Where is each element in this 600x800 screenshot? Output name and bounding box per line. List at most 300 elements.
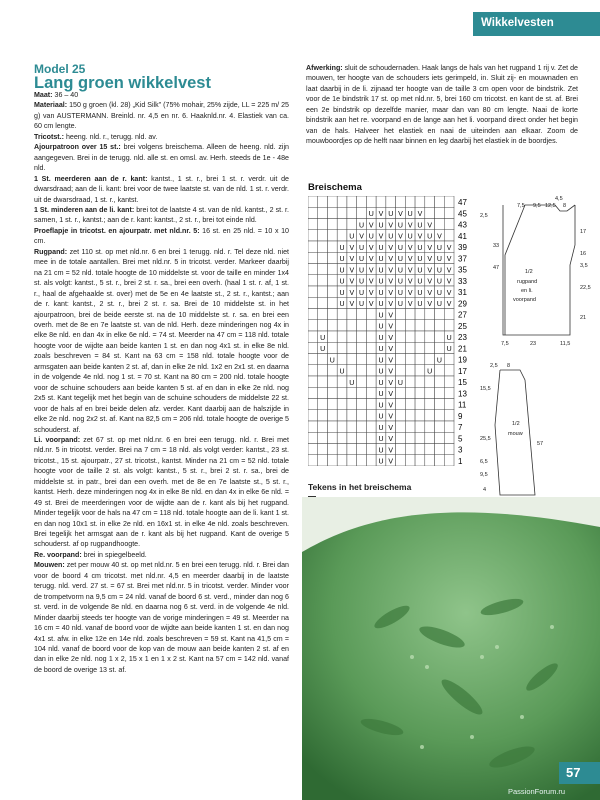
chart-cell bbox=[308, 320, 318, 331]
chart-cell bbox=[327, 309, 337, 320]
chart-cell bbox=[366, 399, 376, 410]
bottom-label-0: 7,5 bbox=[501, 341, 509, 347]
chart-row-label: 11 bbox=[458, 400, 467, 410]
right-label-0: 17 bbox=[580, 229, 587, 235]
chart-cell bbox=[308, 432, 318, 443]
chart-cell bbox=[318, 309, 328, 320]
k2tog-symbol: V bbox=[417, 211, 423, 219]
chart-cell bbox=[337, 230, 347, 241]
sleeve-top-1: 8 bbox=[507, 363, 511, 369]
chart-cell bbox=[337, 331, 347, 342]
chart-cell bbox=[366, 376, 376, 387]
k2tog-symbol: V bbox=[437, 233, 442, 241]
chart-cell bbox=[337, 376, 347, 387]
k2tog-symbol: V bbox=[368, 278, 374, 286]
yarn-over-symbol: U bbox=[378, 402, 384, 410]
yarn-over-symbol: U bbox=[446, 334, 452, 342]
chart-cell bbox=[366, 342, 376, 353]
k2tog-symbol: V bbox=[388, 346, 394, 354]
chart-cell bbox=[366, 196, 376, 207]
chart-cell bbox=[337, 219, 347, 230]
chart-cell bbox=[347, 320, 357, 331]
chart-cell bbox=[347, 365, 357, 376]
chart-row-label: 45 bbox=[458, 209, 467, 219]
paragraph-text: sluit de schoudernaden. Haak langs de hals van het rugpand 1 rij v. Zet de mouwen, ter hoogte van de schouders iets gerimpeld, in. Sluit zij- en mouwnaden en laat daarbij in de li. zijnaad ter hoogte van de taille 3 cm open voor de bindstrik. Zet voor de 1e bindstrik 17 st. op met nld.nr. 5, brei 160 cm tricotst. en kant de st. af. Brei een 2e bindstrik op dezelfde manier, maar dan van 80 cm lengte. Naai de korte bindstrik aan het re. voorpand en de lange aan het li. voorpand direct onder het begin van de hals. Halveer het elastiek en naai de uiteinden aan elkaar. Zoom de mouwboordjes op de helft naar binnen en leg daarbij het elastiek in de boordjes. bbox=[306, 64, 578, 146]
yarn-over-symbol: U bbox=[407, 211, 413, 219]
chart-cell bbox=[357, 320, 367, 331]
chart-cell bbox=[425, 207, 435, 218]
yarn-over-symbol: U bbox=[339, 301, 345, 309]
sleeve-left-3: 9,5 bbox=[480, 472, 488, 478]
sleeve-left-1: 25,5 bbox=[480, 436, 491, 442]
yarn-over-symbol: U bbox=[349, 379, 355, 387]
chart-cell bbox=[347, 432, 357, 443]
chart-cell bbox=[337, 320, 347, 331]
top-label-3: 8 bbox=[563, 203, 567, 209]
paragraph-label: Mouwen: bbox=[34, 561, 65, 570]
chart-row-label: 1 bbox=[458, 456, 463, 466]
body-label-1: rugpand bbox=[517, 279, 538, 285]
chart-cell bbox=[435, 387, 445, 398]
chart-cell bbox=[347, 207, 357, 218]
yarn-over-symbol: U bbox=[436, 244, 442, 252]
k2tog-symbol: V bbox=[427, 222, 433, 230]
chart-cell bbox=[444, 399, 454, 410]
yarn-over-symbol: U bbox=[339, 289, 345, 297]
sleeve-left-2: 6,5 bbox=[480, 459, 488, 465]
chart-cell bbox=[327, 275, 337, 286]
paragraph-text: 150 g groen (kl. 28) „Kid Silk" (75% mohair, 25% zijde, LL = 225 m/ 25 g) van AUSTERMANN. Breinld. nr. 4,5 en nr. 6. Haaknld.nr. 4. Elastiek van ca. 60 cm lengte. bbox=[34, 101, 289, 131]
chart-cell bbox=[366, 331, 376, 342]
chart-row-label: 33 bbox=[458, 276, 467, 286]
k2tog-symbol: V bbox=[388, 402, 394, 410]
chart-cell bbox=[366, 455, 376, 466]
chart-cell bbox=[435, 444, 445, 455]
chart-cell bbox=[396, 444, 406, 455]
yarn-over-symbol: U bbox=[378, 334, 384, 342]
top-label-0: 7,5 bbox=[517, 203, 525, 209]
paragraph bbox=[34, 226, 289, 247]
chart-cell bbox=[366, 432, 376, 443]
top-label-2: 12,5 bbox=[545, 203, 556, 209]
chart-cell bbox=[318, 286, 328, 297]
yarn-over-symbol: U bbox=[397, 278, 403, 286]
chart-cell bbox=[405, 376, 415, 387]
chart-cell bbox=[435, 207, 445, 218]
chart-cell bbox=[386, 196, 396, 207]
chart-row-label: 17 bbox=[458, 366, 467, 376]
chart-cell bbox=[308, 410, 318, 421]
k2tog-symbol: V bbox=[427, 289, 433, 297]
k2tog-symbol: V bbox=[388, 334, 394, 342]
chart-cell bbox=[366, 421, 376, 432]
chart-cell bbox=[308, 297, 318, 308]
chart-cell bbox=[327, 376, 337, 387]
chart-cell bbox=[444, 387, 454, 398]
chart-cell bbox=[318, 241, 328, 252]
paragraph-label: 1 St. minderen aan de li. kant: bbox=[34, 205, 135, 214]
chart-cell bbox=[347, 309, 357, 320]
chart-cell bbox=[327, 455, 337, 466]
chart-row-label: 5 bbox=[458, 434, 463, 444]
chart-cell bbox=[347, 196, 357, 207]
body-label-2: en li. bbox=[521, 288, 533, 294]
paragraph-text: brei volgens breischema. Alleen de heeng. nld. zijn aangegeven. Brei in de terugg. nld. alle st. en omsl. av. Herh. steeds de 1e - 48e nld. bbox=[34, 143, 289, 173]
yarn-over-symbol: U bbox=[397, 244, 403, 252]
paragraph-label: Proeflapje in tricotst. en ajourpatr. met nld.nr. 5: bbox=[34, 226, 200, 235]
sleeve-label-0: 1/2 bbox=[512, 421, 520, 427]
chart-cell bbox=[435, 455, 445, 466]
yarn-over-symbol: U bbox=[339, 368, 345, 376]
yarn-over-symbol: U bbox=[378, 413, 384, 421]
k2tog-symbol: V bbox=[446, 301, 452, 309]
k2tog-symbol: V bbox=[388, 424, 394, 432]
chart-cell bbox=[435, 331, 445, 342]
chart-cell bbox=[357, 421, 367, 432]
chart-cell bbox=[347, 399, 357, 410]
paragraph bbox=[34, 142, 289, 173]
k2tog-symbol: V bbox=[388, 323, 394, 331]
chart-cell bbox=[327, 365, 337, 376]
chart-cell bbox=[425, 444, 435, 455]
chart-cell bbox=[396, 196, 406, 207]
yarn-over-symbol: U bbox=[417, 267, 423, 275]
chart-cell bbox=[327, 219, 337, 230]
chart-cell bbox=[357, 444, 367, 455]
chart-cell bbox=[318, 219, 328, 230]
k2tog-symbol: V bbox=[427, 301, 433, 309]
chart-cell bbox=[308, 444, 318, 455]
chart-cell bbox=[347, 219, 357, 230]
chart-cell bbox=[347, 444, 357, 455]
chart-cell bbox=[415, 365, 425, 376]
chart-cell bbox=[366, 354, 376, 365]
yarn-over-symbol: U bbox=[368, 211, 374, 219]
chart-cell bbox=[444, 230, 454, 241]
chart-cell bbox=[415, 309, 425, 320]
yarn-over-symbol: U bbox=[397, 256, 403, 264]
yarn-over-symbol: U bbox=[359, 244, 365, 252]
chart-cell bbox=[308, 354, 318, 365]
yarn-over-symbol: U bbox=[349, 233, 355, 241]
k2tog-symbol: V bbox=[407, 289, 413, 297]
chart-cell bbox=[327, 432, 337, 443]
chart-cell bbox=[405, 444, 415, 455]
chart-cell bbox=[376, 196, 386, 207]
paragraph-label: Ajourpatroon over 15 st.: bbox=[34, 143, 121, 152]
chart-cell bbox=[308, 309, 318, 320]
chart-cell bbox=[318, 264, 328, 275]
yarn-over-symbol: U bbox=[378, 289, 384, 297]
yarn-over-symbol: U bbox=[446, 346, 452, 354]
right-label-2: 3,5 bbox=[580, 263, 588, 269]
pattern-instructions bbox=[34, 90, 289, 675]
chart-cell bbox=[425, 196, 435, 207]
chart-cell bbox=[347, 387, 357, 398]
chart-cell bbox=[415, 399, 425, 410]
chart-cell bbox=[444, 320, 454, 331]
garment-photo bbox=[302, 497, 600, 800]
chart-cell bbox=[415, 387, 425, 398]
chart-cell bbox=[337, 387, 347, 398]
yarn-over-symbol: U bbox=[378, 323, 384, 331]
paragraph-label: Materiaal: bbox=[34, 101, 68, 110]
k2tog-symbol: V bbox=[417, 233, 423, 241]
chart-cell bbox=[308, 331, 318, 342]
chart-cell bbox=[444, 219, 454, 230]
paragraph-label: Tricotst.: bbox=[34, 132, 64, 141]
top-extra-label: 4,5 bbox=[555, 196, 563, 202]
body-label-3: voorpand bbox=[513, 297, 536, 303]
chart-cell bbox=[357, 365, 367, 376]
chart-cell bbox=[327, 264, 337, 275]
yarn-over-symbol: U bbox=[436, 256, 442, 264]
yarn-over-symbol: U bbox=[378, 436, 384, 444]
chart-cell bbox=[405, 331, 415, 342]
chart-cell bbox=[425, 376, 435, 387]
body-top-edge bbox=[505, 205, 575, 335]
chart-cell bbox=[327, 387, 337, 398]
chart-cell bbox=[308, 241, 318, 252]
chart-cell bbox=[415, 196, 425, 207]
yarn-over-symbol: U bbox=[397, 267, 403, 275]
chart-cell bbox=[405, 320, 415, 331]
chart-cell bbox=[347, 410, 357, 421]
chart-cell bbox=[337, 455, 347, 466]
k2tog-symbol: V bbox=[378, 233, 384, 241]
chart-cell bbox=[444, 196, 454, 207]
k2tog-symbol: V bbox=[388, 256, 394, 264]
chart-cell bbox=[327, 399, 337, 410]
chart-cell bbox=[366, 365, 376, 376]
chart-cell bbox=[318, 421, 328, 432]
k2tog-symbol: V bbox=[388, 458, 394, 466]
paragraph-text: zet 67 st. op met nld.nr. 6 en brei een terugg. nld. r. Brei met nld.nr. 5 in tricotst. verder. Brei na 7 cm = 18 nld. als volgt verder: kantst., 23 st. tricotst., 15 st. ajourpatr., 27 st. tricotst., kantst. Minder na 21 cm = 52 nld. totale hoogte voor de taille 2 st. als volgt: kantst., 5 st. r., brei 2 st. r. sa., brei de middelste st. in patr., brei dan een overh. met de 8e en 7e laatste st., 5 st. r., kantst. Herh. deze minderingen nog 4x in elke 8e nld. en dan 4x in elke 6e nld. = 49 st. Brei de meerderingen voor de wijdte aan de r. kant als bij het rugpand. Minder tegelijk voor de hals na 47 cm = 118 nld. totale hoogte aan de li. kant 1 st. en dan nog 10x1 st. in elke 2e nld. en 16x1 st. in elke 4e nld. zoals beschreven. Brei tegelijk het armsgat aan de r. kant als bij het rugpand. Kant de overige 5 schouderst. af op rugpandhoogte. bbox=[34, 435, 289, 549]
k2tog-symbol: V bbox=[349, 256, 355, 264]
chart-row-label: 43 bbox=[458, 220, 467, 230]
k2tog-symbol: V bbox=[378, 211, 384, 219]
chart-cell bbox=[318, 387, 328, 398]
chart-cell bbox=[337, 432, 347, 443]
yarn-over-symbol: U bbox=[339, 256, 345, 264]
chart-row-label: 13 bbox=[458, 389, 467, 399]
chart-cell bbox=[405, 196, 415, 207]
paragraph-text: heeng. nld. r., terugg. nld. av. bbox=[63, 132, 158, 141]
yarn-over-symbol: U bbox=[378, 357, 384, 365]
chart-cell bbox=[357, 207, 367, 218]
chart-cell bbox=[308, 264, 318, 275]
chart-cell bbox=[337, 309, 347, 320]
sleeve-label-1: mouw bbox=[508, 431, 523, 437]
sleeve-top-0: 2,5 bbox=[490, 363, 498, 369]
chart-cell bbox=[405, 410, 415, 421]
page-number: 57 bbox=[566, 765, 581, 780]
k2tog-symbol: V bbox=[427, 278, 433, 286]
paragraph bbox=[34, 435, 289, 550]
yarn-over-symbol: U bbox=[359, 222, 365, 230]
chart-cell bbox=[318, 365, 328, 376]
chart-cell bbox=[405, 354, 415, 365]
k2tog-symbol: V bbox=[398, 211, 403, 219]
k2tog-symbol: V bbox=[388, 244, 394, 252]
chart-cell bbox=[347, 354, 357, 365]
paragraph-label: Li. voorpand: bbox=[34, 435, 81, 444]
chart-cell bbox=[347, 421, 357, 432]
chart-cell bbox=[357, 387, 367, 398]
yarn-over-symbol: U bbox=[368, 233, 374, 241]
yarn-over-symbol: U bbox=[320, 334, 326, 342]
yarn-over-symbol: U bbox=[329, 357, 335, 365]
yarn-over-symbol: U bbox=[378, 458, 384, 466]
yarn-over-symbol: U bbox=[378, 244, 384, 252]
legend-title: Tekens in het breischema bbox=[308, 482, 412, 492]
paragraph-label: Re. voorpand: bbox=[34, 550, 82, 559]
chart-row-label: 35 bbox=[458, 265, 467, 275]
chart-cell bbox=[327, 252, 337, 263]
yarn-over-symbol: U bbox=[397, 379, 403, 387]
paragraph bbox=[34, 174, 289, 205]
chart-cell bbox=[396, 387, 406, 398]
chart-row-label: 29 bbox=[458, 299, 467, 309]
chart-cell bbox=[347, 455, 357, 466]
paragraph-label: Afwerking: bbox=[306, 64, 343, 72]
yarn-over-symbol: U bbox=[417, 256, 423, 264]
chart-cell bbox=[318, 399, 328, 410]
chart-cell bbox=[308, 230, 318, 241]
chart-cell bbox=[327, 297, 337, 308]
chart-cell bbox=[318, 320, 328, 331]
k2tog-symbol: V bbox=[446, 289, 452, 297]
yarn-over-symbol: U bbox=[339, 244, 345, 252]
chart-cell bbox=[366, 320, 376, 331]
chart-row-label: 7 bbox=[458, 423, 463, 433]
paragraph bbox=[34, 205, 289, 226]
yarn-over-symbol: U bbox=[436, 289, 442, 297]
chart-cell bbox=[415, 331, 425, 342]
chart-cell bbox=[357, 410, 367, 421]
chart-cell bbox=[435, 309, 445, 320]
yarn-over-symbol: U bbox=[378, 278, 384, 286]
yarn-over-symbol: U bbox=[427, 233, 433, 241]
chart-cell bbox=[337, 207, 347, 218]
paragraph-label: Rugpand: bbox=[34, 247, 68, 256]
paragraph bbox=[34, 90, 289, 100]
chart-cell bbox=[415, 376, 425, 387]
yarn-over-symbol: U bbox=[378, 368, 384, 376]
k2tog-symbol: V bbox=[407, 278, 413, 286]
chart-cell bbox=[337, 410, 347, 421]
chart-cell bbox=[396, 410, 406, 421]
chart-cell bbox=[444, 354, 454, 365]
yarn-over-symbol: U bbox=[417, 301, 423, 309]
yarn-over-symbol: U bbox=[339, 278, 345, 286]
chart-cell bbox=[337, 399, 347, 410]
k2tog-symbol: V bbox=[388, 222, 394, 230]
chart-cell bbox=[318, 354, 328, 365]
chart-cell bbox=[327, 241, 337, 252]
chart-cell bbox=[308, 275, 318, 286]
chart-row-label: 9 bbox=[458, 411, 463, 421]
k2tog-symbol: V bbox=[427, 244, 433, 252]
chart-cell bbox=[405, 365, 415, 376]
k2tog-symbol: V bbox=[407, 222, 413, 230]
yarn-over-symbol: U bbox=[378, 312, 384, 320]
chart-cell bbox=[425, 387, 435, 398]
paragraph-text: kantst., 1 st. r., brei 1 st. r. verdr. uit de dwarsdraad; aan de li. kant: brei voor de twee laatste st. van de nld. 1 st. r. verdr. uit de dwarsdraad, 1 st. r., kantst. bbox=[34, 174, 289, 204]
yarn-over-symbol: U bbox=[397, 222, 403, 230]
chart-cell bbox=[308, 399, 318, 410]
paragraph bbox=[34, 100, 289, 131]
chart-cell bbox=[337, 354, 347, 365]
chart-cell bbox=[396, 320, 406, 331]
chart-cell bbox=[357, 399, 367, 410]
yarn-over-symbol: U bbox=[378, 424, 384, 432]
chart-cell bbox=[435, 320, 445, 331]
chart-cell bbox=[435, 432, 445, 443]
chart-cell bbox=[327, 421, 337, 432]
left-label-2: 47 bbox=[493, 265, 500, 271]
yarn-over-symbol: U bbox=[378, 379, 384, 387]
chart-row-label: 19 bbox=[458, 355, 467, 365]
k2tog-symbol: V bbox=[388, 312, 394, 320]
chart-cell bbox=[318, 455, 328, 466]
section-header bbox=[473, 12, 600, 36]
yarn-over-symbol: U bbox=[397, 289, 403, 297]
chart-cell bbox=[396, 342, 406, 353]
chart-row-label: 27 bbox=[458, 310, 467, 320]
chart-cell bbox=[318, 432, 328, 443]
right-label-4: 21 bbox=[580, 315, 587, 321]
yarn-over-symbol: U bbox=[359, 267, 365, 275]
paragraph-label: Maat: bbox=[34, 91, 53, 99]
k2tog-symbol: V bbox=[446, 244, 452, 252]
k2tog-symbol: V bbox=[427, 267, 433, 275]
chart-cell bbox=[435, 410, 445, 421]
k2tog-symbol: V bbox=[427, 256, 433, 264]
chart-cell bbox=[357, 331, 367, 342]
section-header-label: Wikkelvesten bbox=[481, 17, 554, 29]
chart-cell bbox=[396, 455, 406, 466]
chart-cell bbox=[405, 387, 415, 398]
chart-cell bbox=[444, 365, 454, 376]
yarn-over-symbol: U bbox=[359, 289, 365, 297]
k2tog-symbol: V bbox=[388, 278, 394, 286]
paragraph-text: zet per mouw 40 st. op met nld.nr. 5 en brei een terugg. nld. r. Brei dan voor de boord 4 cm tricotst. met nld.nr. 4,5 en meerder daarbij in de laatste terugg. nld. verd. 27 st. = 67 st. Brei met nld.nr. 5 in tricotst. verder. Minder voor de trompetvorm na 9,5 cm = 24 nld. vanaf de boord 6 st. verd., minder dan nog 6 st. verd. in de volgende 8e nld. en daarna nog 6 st. verd. in de volgende 4e nld. Minder daarbij steeds ter hoogte van de vorige minderingen = 49 st. Meerder na 16 cm = 40 nld. vanaf de boord voor de wijdte aan beide kanten 1 st. en dan nog 4x1 st. afw. in elke 12e en 14e nld. zoals beschreven = 59 st. Kant na 41,5 cm = 104 nld. vanaf de boord voor de kop van de mouw aan beide kanten 2 st. af en dan in elke 2e nld. nog 1 x 2, 15 x 1 en 1 x 2 st. Kant na 57 cm = 142 nld. vanaf de boord de overige 13 st. af. bbox=[34, 561, 289, 674]
yarn-over-symbol: U bbox=[320, 346, 326, 354]
yarn-over-symbol: U bbox=[417, 289, 423, 297]
chart-cell bbox=[308, 376, 318, 387]
chart-cell bbox=[308, 252, 318, 263]
chart-cell bbox=[425, 354, 435, 365]
chart-cell bbox=[396, 309, 406, 320]
k2tog-symbol: V bbox=[407, 256, 413, 264]
chart-cell bbox=[396, 421, 406, 432]
chart-row-label: 39 bbox=[458, 243, 467, 253]
paragraph-text: zet 110 st. op met nld.nr. 6 en brei 1 terugg. nld. r. Tel deze nld. niet mee in de totale aantallen. Brei met nld.nr. 5 in tricotst. verder. Markeer daarbij na 21 cm = 52 nld. totale hoogte de 10 middelste st. voor de taille en minder 1x4 st. als volgt: kantst., 5 st. r., brei 2 st. r. sa., brei een overh. (haal 1 st. r. af, 1 st. r., haal de afgehaalde st. over) met de 5e en 4e laatste st., 2 st. r., kantst.; aan de r. kant: kantst., 2 st. r., brei 2 st. r. sa. Brei de 10 middelste st. in het ajourpatroon, brei de beide eerste st. na de 10 middelste st. r. sa. en brei een overh. met de 8e en 7e laatste st. van de nld. Herh. deze minderingen nog 4x in elke 8e nld. en dan 4x in elke 6e nld. = 74 st. Meerder na 47 cm = 118 nld. totale hoogte voor de wijdte aan beide kanten 1 st. en dan nog 4x1 st. in elke 8e nld. zoals beschreven = 84 st. Kant na 63 cm = 158 nld. totale hoogte voor de armsgaten aan beide kanten 2 st. af, dan in elke 2e nld. 1x2 en 2x1 st. en daarna in de volgende 4e nld. nog 1 st. = 70 st. Kant na 80 cm = 200 nld. totale hoogte voor de schuine schouders aan beide kanten 5 st. af en dan in elke 2e nld. nog 2x5 st. Kant tegelijk met het begin van de schuine schouders de middelste 22 st. voor de hals af en brei beide delen afz. verder. Kant daarbij aan de halszijde in elke 2e nld. nog 2x2 st. af. Kant na 82,5 cm = 206 nld. totale hoogte de overige 5 schouderst. af. bbox=[34, 247, 289, 434]
chart-cell bbox=[327, 410, 337, 421]
chart-cell bbox=[318, 444, 328, 455]
paragraph-text: brei in spiegelbeeld. bbox=[81, 550, 147, 559]
yarn-over-symbol: U bbox=[378, 267, 384, 275]
chart-cell bbox=[425, 342, 435, 353]
chart-cell bbox=[337, 196, 347, 207]
chart-cell bbox=[318, 252, 328, 263]
chart-cell bbox=[337, 342, 347, 353]
chart-cell bbox=[308, 342, 318, 353]
left-label-0: 2,5 bbox=[480, 213, 488, 219]
bottom-label-2: 11,5 bbox=[560, 341, 571, 347]
chart-cell bbox=[444, 207, 454, 218]
